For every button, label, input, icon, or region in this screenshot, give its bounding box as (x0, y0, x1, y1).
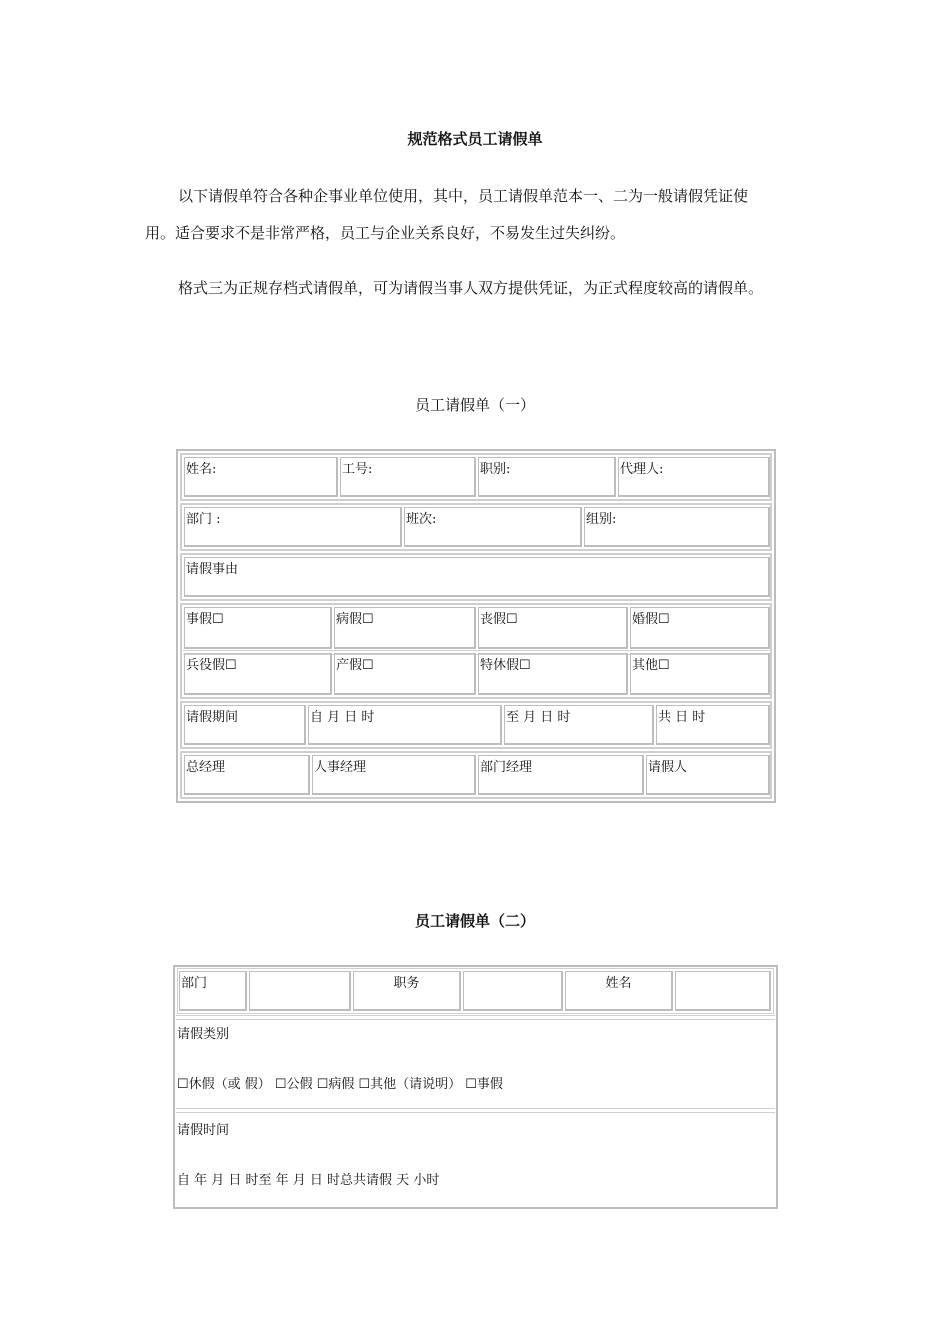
group-field[interactable]: 组别: (584, 507, 770, 547)
form2-title: 员工请假单（二） (414, 912, 535, 930)
military-leave-checkbox[interactable]: 兵役假☐ (184, 653, 332, 695)
form1-row-identity (180, 453, 772, 501)
form1-row-period (180, 701, 772, 749)
intro-paragraph-line-1: 以下请假单符合各种企事业单位使用，其中，员工请假单范本一、二为一般请假凭证使 (178, 187, 749, 205)
position-label: 职务 (353, 971, 461, 1011)
intro-paragraph-line-2: 用。适合要求不是非常严格，员工与企业关系良好，不易发生过失纠纷。 (145, 224, 626, 242)
form1-row-leave-types (180, 603, 772, 699)
category-label: 请假类别 (177, 1027, 230, 1042)
department-value-field[interactable] (249, 971, 351, 1011)
form2-divider-1 (176, 1015, 775, 1020)
gm-signature-field[interactable]: 总经理 (184, 755, 310, 795)
deputy-field[interactable]: 代理人: (618, 457, 770, 497)
page-title: 规范格式员工请假单 (407, 130, 543, 148)
period-total-field[interactable]: 共 日 时 (656, 705, 770, 745)
shift-field[interactable]: 班次: (404, 507, 582, 547)
time-range-field[interactable]: 自 年 月 日 时至 年 月 日 时总共请假 天 小时 (177, 1173, 440, 1188)
employee-id-field[interactable]: 工号: (340, 457, 476, 497)
category-options[interactable]: ☐休假（或 假） ☐公假 ☐病假 ☐其他（请说明） ☐事假 (177, 1077, 503, 1092)
sick-leave-checkbox[interactable]: 病假☐ (334, 607, 476, 649)
name-label: 姓名 (565, 971, 673, 1011)
form2-header-row (177, 968, 774, 1014)
form1-row-reason (180, 553, 772, 601)
intro-paragraph-2: 格式三为正规存档式请假单，可为请假当事人双方提供凭证，为正式程度较高的请假单。 (178, 279, 764, 297)
department-label: 部门 (179, 971, 247, 1011)
position-value-field[interactable] (463, 971, 563, 1011)
job-title-field[interactable]: 职别: (478, 457, 616, 497)
form1-title: 员工请假单（一） (414, 396, 535, 414)
marriage-leave-checkbox[interactable]: 婚假☐ (630, 607, 770, 649)
maternity-leave-checkbox[interactable]: 产假☐ (334, 653, 476, 695)
time-label: 请假时间 (177, 1123, 230, 1138)
applicant-signature-field[interactable]: 请假人 (646, 755, 770, 795)
department-field[interactable]: 部门 : (184, 507, 402, 547)
leave-form-2 (173, 965, 778, 1209)
period-from-field[interactable]: 自 月 日 时 (308, 705, 502, 745)
form2-divider-2 (176, 1108, 775, 1113)
name-value-field[interactable] (675, 971, 771, 1011)
leave-reason-field[interactable]: 请假事由 (184, 557, 770, 597)
form1-row-signatures (180, 751, 772, 799)
period-to-field[interactable]: 至 月 日 时 (504, 705, 654, 745)
name-field[interactable]: 姓名: (184, 457, 338, 497)
dept-manager-signature-field[interactable]: 部门经理 (478, 755, 644, 795)
form1-row-department (180, 503, 772, 551)
bereavement-leave-checkbox[interactable]: 丧假☐ (478, 607, 628, 649)
period-label: 请假期间 (184, 705, 306, 745)
hr-manager-signature-field[interactable]: 人事经理 (312, 755, 476, 795)
leave-form-1 (176, 449, 776, 803)
other-leave-checkbox[interactable]: 其他☐ (630, 653, 770, 695)
personal-leave-checkbox[interactable]: 事假☐ (184, 607, 332, 649)
special-leave-checkbox[interactable]: 特休假☐ (478, 653, 628, 695)
